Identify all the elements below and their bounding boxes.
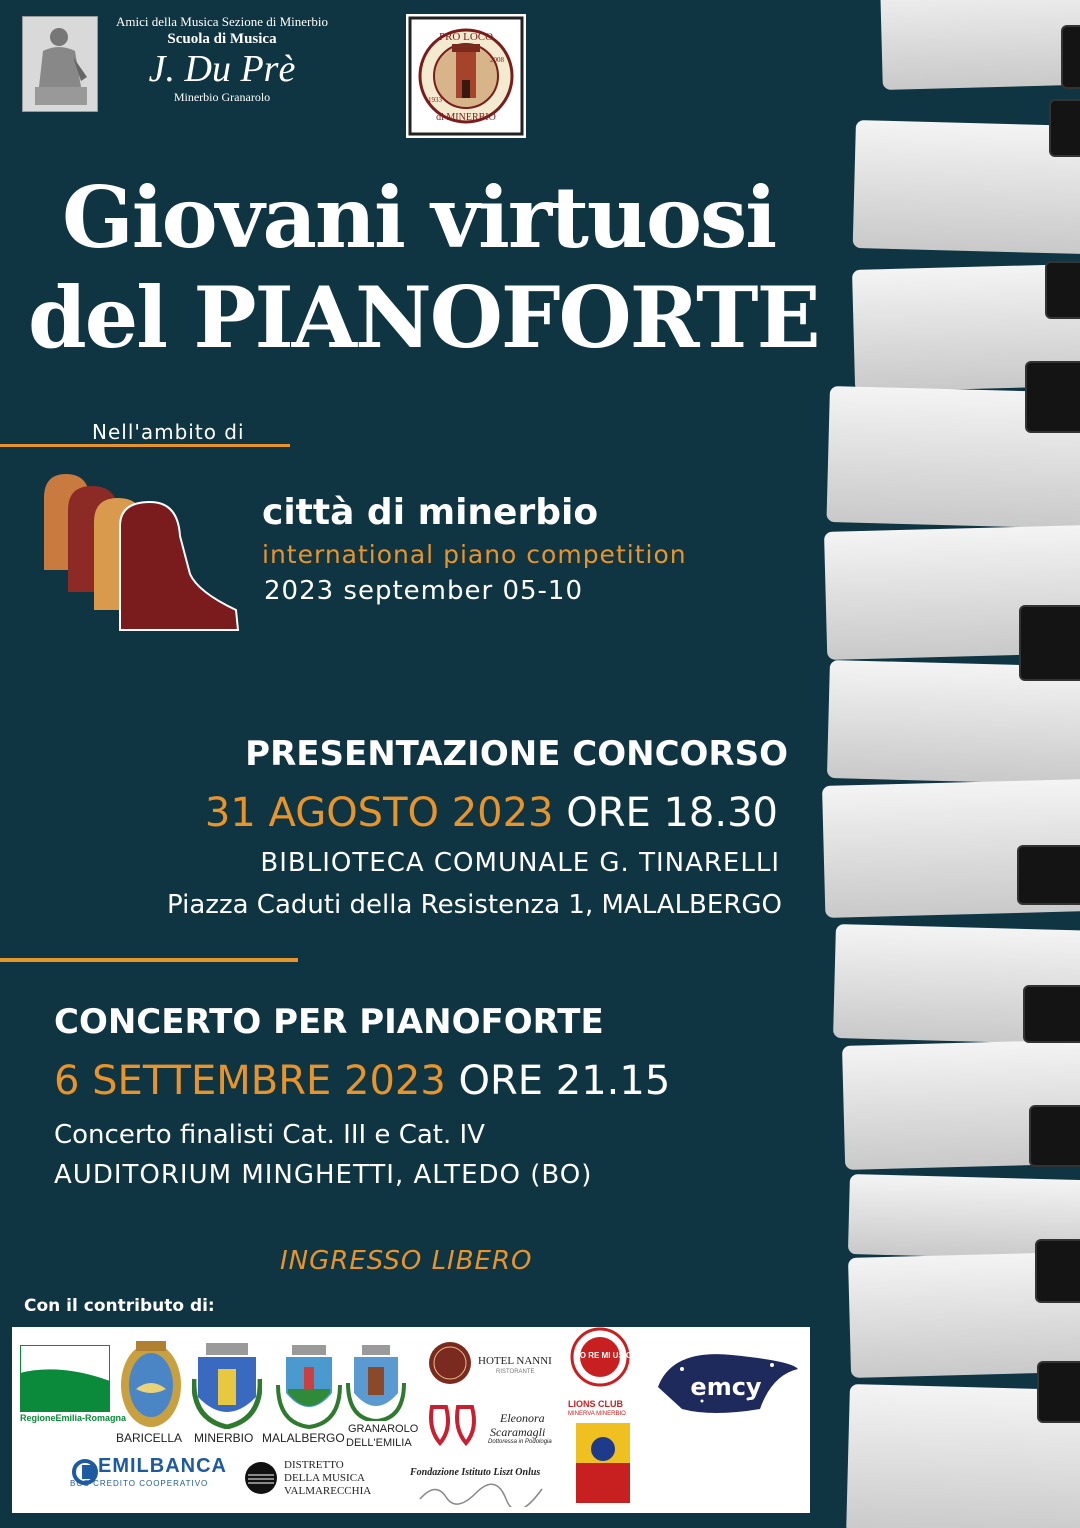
dupre-school-logo [22, 12, 342, 112]
black-key [1050, 100, 1080, 156]
emilbanca-label: EMILBANCA [98, 1455, 227, 1477]
eleonora-label-3: Dottoressa in Podologia [488, 1439, 552, 1445]
composer-statue-icon [22, 16, 98, 112]
dupre-line1: Amici della Musica Sezione di Minerbio [116, 14, 328, 29]
proloco-bottom-text: di MINERBIO [436, 112, 496, 123]
presentation-time: ORE 18.30 [566, 790, 778, 836]
liszt-label: Fondazione Istituto Liszt Onlus [410, 1467, 541, 1478]
sponsors-intro: Con il contributo di: [24, 1296, 215, 1316]
granarolo-label-1: GRANAROLO [348, 1423, 419, 1435]
lions-label-1: LIONS CLUB [568, 1399, 623, 1409]
dupre-line4: Minerbio Granarolo [173, 90, 271, 104]
context-intro: Nell'ambito di [92, 420, 245, 444]
competition-name: città di minerbio [262, 492, 599, 533]
granarolo-crest-icon [346, 1341, 406, 1421]
liszt-signature-icon [416, 1479, 546, 1507]
black-key [1018, 846, 1080, 904]
divider-top [0, 444, 290, 447]
black-key [1062, 26, 1080, 88]
hotel-nanni-label: HOTEL NANNI [478, 1355, 552, 1367]
baricella-label: BARICELLA [116, 1431, 183, 1445]
distretto-label-1: DISTRETTO [284, 1459, 344, 1471]
hotel-nanni-logo-icon [428, 1341, 472, 1385]
proloco-top-text: PRO LOCO [438, 31, 494, 43]
distretto-label-2: DELLA MUSICA [284, 1472, 365, 1484]
malalbergo-crest-icon [274, 1341, 344, 1429]
dupre-line3: J. Du Prè [148, 48, 296, 90]
distretto-musica-logo-icon [244, 1461, 278, 1495]
white-key [853, 120, 1080, 255]
minerbio-crest-icon [192, 1339, 262, 1429]
competition-dates: 2023 september 05-10 [264, 576, 583, 606]
distretto-label-3: VALMARECCHIA [284, 1485, 372, 1497]
black-key [1024, 986, 1080, 1042]
doremi-label: DO RE MI USIC [574, 1351, 632, 1360]
malalbergo-label: MALALBERGO [262, 1431, 345, 1445]
piano-competition-logo-icon [40, 470, 244, 636]
baricella-crest-icon [118, 1337, 184, 1429]
dupre-line2: Scuola di Musica [167, 31, 277, 47]
regione-label: RegioneEmilia-Romagna [20, 1413, 127, 1423]
title-line2: del PIANOFORTE [28, 268, 819, 367]
divider-middle [0, 958, 298, 962]
proloco-year-right: 2008 [490, 56, 504, 64]
free-entry-label: INGRESSO LIBERO [280, 1246, 533, 1276]
eleonora-scaramagli-logo-icon [426, 1399, 488, 1455]
competition-subtitle: international piano competition [262, 540, 687, 569]
granarolo-label-2: DELL'EMILIA [346, 1437, 412, 1449]
concert-description: Concerto finalisti Cat. III e Cat. IV [54, 1120, 485, 1150]
presentation-date: 31 AGOSTO 2023 [204, 790, 554, 836]
hotel-nanni-sub: RISTORANTE [496, 1369, 535, 1375]
lions-label-2: MINERVA MINERBIO [568, 1411, 626, 1417]
page-title [28, 168, 828, 368]
white-key [880, 0, 1080, 90]
black-key [1030, 1106, 1080, 1166]
proloco-year-left: 1933 [428, 96, 442, 104]
sponsors-panel [12, 1327, 810, 1513]
presentation-venue: BIBLIOTECA COMUNALE G. TINARELLI [260, 848, 780, 878]
black-key [1038, 1362, 1080, 1422]
emcy-logo-icon [652, 1339, 802, 1419]
lions-club-crest-icon [574, 1421, 632, 1507]
black-key [1046, 262, 1080, 318]
eleonora-label-1: Eleonora [500, 1411, 545, 1425]
title-line1: Giovani virtuosi [62, 168, 776, 267]
presentation-heading: PRESENTAZIONE CONCORSO [245, 734, 788, 774]
concert-time: ORE 21.15 [458, 1058, 671, 1104]
black-key [1036, 1240, 1080, 1302]
concert-date: 6 SETTEMBRE 2023 [54, 1058, 446, 1104]
black-key [1026, 362, 1080, 432]
black-key [1020, 606, 1080, 680]
minerbio-label: MINERBIO [194, 1431, 254, 1445]
presentation-address: Piazza Caduti della Resistenza 1, MALALBERGO [167, 890, 782, 920]
concert-venue: AUDITORIUM MINGHETTI, ALTEDO (BO) [54, 1160, 593, 1190]
emcy-label: emcy [690, 1373, 762, 1401]
emilbanca-sub: BCC CREDITO COOPERATIVO [70, 1479, 209, 1488]
eleonora-label-2: Scaramagli [490, 1425, 546, 1439]
concert-heading: CONCERTO PER PIANOFORTE [54, 1002, 604, 1042]
proloco-minerbio-logo [406, 14, 526, 138]
concert-datetime [54, 1058, 670, 1104]
presentation-datetime [205, 790, 778, 836]
